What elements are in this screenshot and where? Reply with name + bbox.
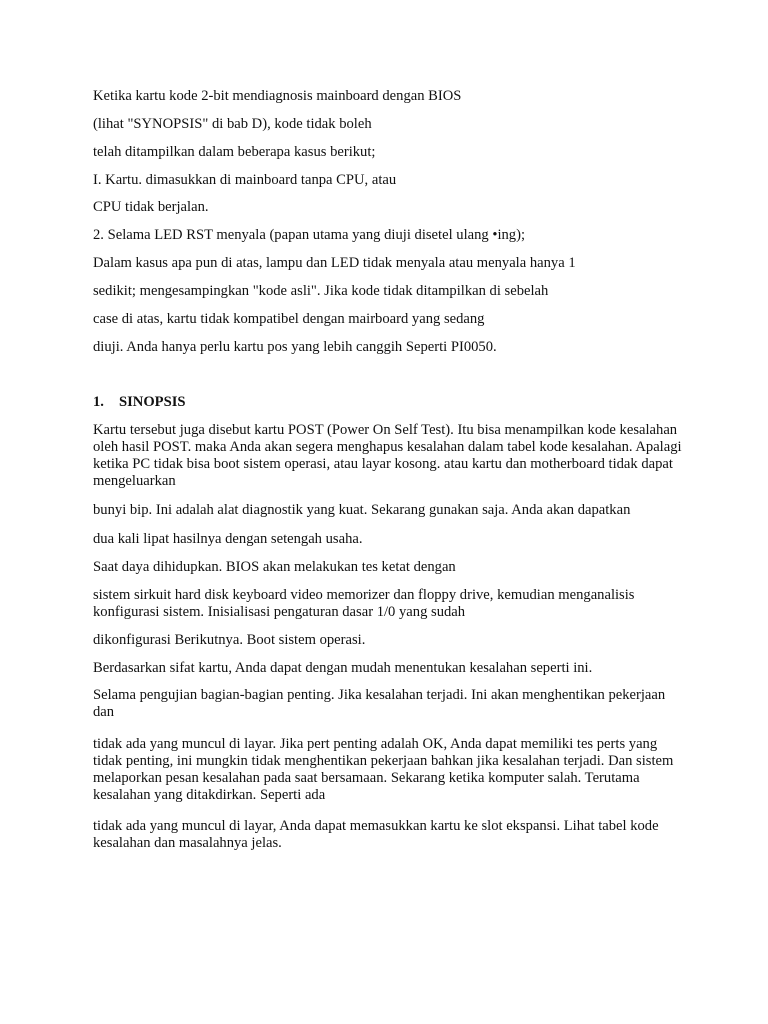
section-title: SINOPSIS xyxy=(119,394,186,410)
paragraph: sedikit; mengesampingkan "kode asli". Jika kode tidak ditampilkan di sebelah xyxy=(93,283,549,299)
paragraph: telah ditampilkan dalam beberapa kasus berikut; xyxy=(93,144,376,160)
paragraph: CPU tidak berjalan. xyxy=(93,199,209,215)
paragraph: dua kali lipat hasilnya dengan setengah usaha. xyxy=(93,531,363,547)
paragraph: dikonfigurasi Berikutnya. Boot sistem operasi. xyxy=(93,632,366,648)
paragraph: tidak ada yang muncul di layar, Anda dapat memasukkan kartu ke slot ekspansi. Lihat tabel kode kesalahan dan masalahnya jelas. xyxy=(93,818,659,851)
paragraph: tidak ada yang muncul di layar. Jika pert penting adalah OK, Anda dapat memiliki tes perts yang tidak penting, ini mungkin tidak menghentikan pekerjaan bahkan jika kesalahan terjadi. Dan sistem melaporkan pesan kesalahan pada saat bersamaan. Sekarang ketika komputer salah. Terutama kesalahan yang ditakdirkan. Seperti ada xyxy=(93,736,674,803)
paragraph: Selama pengujian bagian-bagian penting. Jika kesalahan terjadi. Ini akan menghentikan pekerjaan dan xyxy=(93,687,666,720)
paragraph: bunyi bip. Ini adalah alat diagnostik yang kuat. Sekarang gunakan saja. Anda akan dapatkan xyxy=(93,502,631,518)
paragraph: (lihat "SYNOPSIS" di bab D), kode tidak boleh xyxy=(93,116,372,132)
paragraph: diuji. Anda hanya perlu kartu pos yang lebih canggih Seperti PI0050. xyxy=(93,339,497,355)
paragraph: Dalam kasus apa pun di atas, lampu dan LED tidak menyala atau menyala hanya 1 xyxy=(93,255,576,271)
paragraph: case di atas, kartu tidak kompatibel dengan mairboard yang sedang xyxy=(93,311,485,327)
paragraph: 2. Selama LED RST menyala (papan utama yang diuji disetel ulang •ing); xyxy=(93,227,526,243)
paragraph: Saat daya dihidupkan. BIOS akan melakukan tes ketat dengan xyxy=(93,559,456,575)
section-heading xyxy=(93,394,683,411)
paragraph: Kartu tersebut juga disebut kartu POST (Power On Self Test). Itu bisa menampilkan kode kesalahan oleh hasil POST. maka Anda akan segera menghapus kesalahan dalam tabel kode kesalahan. Apalagi ketika PC tidak bisa boot sistem operasi, atau layar kosong. atau kartu dan motherboard tidak dapat mengeluarkan xyxy=(93,422,682,489)
paragraph: I. Kartu. dimasukkan di mainboard tanpa CPU, atau xyxy=(93,172,397,188)
paragraph: Berdasarkan sifat kartu, Anda dapat dengan mudah menentukan kesalahan seperti ini. xyxy=(93,660,593,676)
paragraph: Ketika kartu kode 2-bit mendiagnosis mainboard dengan BIOS xyxy=(93,88,462,104)
paragraph: sistem sirkuit hard disk keyboard video memorizer dan floppy drive, kemudian menganalisis konfigurasi sistem. Inisialisasi pengaturan dasar 1/0 yang sudah xyxy=(93,587,635,620)
section-number: 1. xyxy=(93,394,104,410)
